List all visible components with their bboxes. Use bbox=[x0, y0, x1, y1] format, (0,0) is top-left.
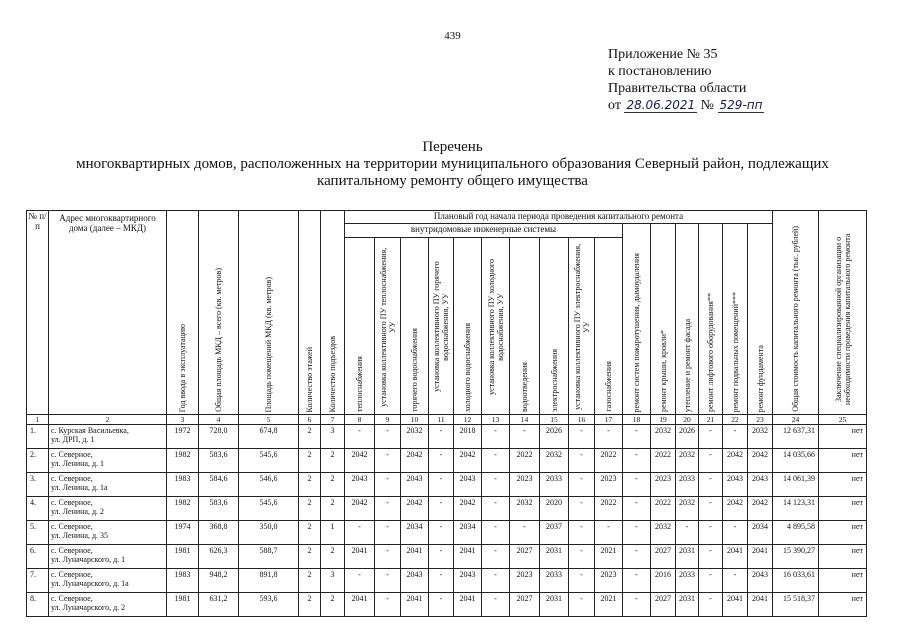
table-cell: - bbox=[482, 425, 510, 449]
column-number: 22 bbox=[723, 415, 748, 425]
table-cell: - bbox=[623, 425, 651, 449]
table-cell: 2 bbox=[299, 473, 321, 497]
column-number: 16 bbox=[569, 415, 595, 425]
table-cell: 2032 bbox=[748, 425, 773, 449]
table-cell: 2021 bbox=[595, 593, 623, 617]
table-row bbox=[27, 473, 867, 497]
header-gas: газоснабжения bbox=[595, 238, 623, 415]
table-cell: - bbox=[429, 473, 454, 497]
header-cold-water-pu: установка коллективного ПУ холодного водоснабжения, УУ bbox=[482, 238, 510, 415]
address-line-2: ул. Ленина, д. 1а bbox=[51, 483, 108, 492]
table-cell: 2041 bbox=[401, 545, 429, 569]
row-number: 7. bbox=[27, 569, 49, 593]
row-number: 2. bbox=[27, 449, 49, 473]
header-premises-area: Площадь помещений МКД (кв. метров) bbox=[239, 211, 299, 415]
table-cell: 15 390,27 bbox=[773, 545, 819, 569]
table-cell: 2020 bbox=[540, 497, 569, 521]
address-line-1: с. Северное, bbox=[51, 570, 93, 579]
table-cell: 2041 bbox=[723, 545, 748, 569]
column-number: 11 bbox=[429, 415, 454, 425]
table-cell: - bbox=[723, 569, 748, 593]
column-number: 18 bbox=[623, 415, 651, 425]
table-cell: 2027 bbox=[651, 545, 676, 569]
header-heat-pu: установка коллективного ПУ теплоснабжения, УУ bbox=[375, 238, 401, 415]
header-conclusion: Заключение специализированной организации о необходимости проведения капитального ремонта bbox=[819, 211, 867, 415]
header-cold-water: холодного водоснабжения bbox=[454, 238, 482, 415]
row-address bbox=[49, 497, 167, 521]
table-cell: 2023 bbox=[595, 473, 623, 497]
table-cell: - bbox=[569, 521, 595, 545]
row-address bbox=[49, 521, 167, 545]
table-cell: 2041 bbox=[401, 593, 429, 617]
table-cell: 588,7 bbox=[239, 545, 299, 569]
table-cell: - bbox=[699, 497, 723, 521]
table-cell: нет bbox=[819, 497, 867, 521]
table-cell: 2043 bbox=[454, 473, 482, 497]
table-cell: 2043 bbox=[401, 473, 429, 497]
table-cell: 2032 bbox=[651, 425, 676, 449]
table-cell: 2042 bbox=[401, 449, 429, 473]
table-cell: 368,8 bbox=[199, 521, 239, 545]
table-cell: 2022 bbox=[651, 497, 676, 521]
table-cell: 2033 bbox=[676, 473, 699, 497]
table-cell: - bbox=[699, 473, 723, 497]
table-cell: 728,0 bbox=[199, 425, 239, 449]
table-cell: - bbox=[510, 521, 540, 545]
table-cell: - bbox=[429, 425, 454, 449]
address-line-2: ул. Ленина, д. 35 bbox=[51, 531, 109, 540]
table-cell: - bbox=[429, 569, 454, 593]
appendix-date-line bbox=[608, 97, 764, 114]
table-cell: - bbox=[429, 497, 454, 521]
table-cell: 2043 bbox=[748, 569, 773, 593]
table-cell: нет bbox=[819, 593, 867, 617]
table-cell: 1974 bbox=[167, 521, 199, 545]
table-cell: - bbox=[623, 593, 651, 617]
column-number: 25 bbox=[819, 415, 867, 425]
table-cell: 2023 bbox=[510, 569, 540, 593]
table-cell: - bbox=[623, 521, 651, 545]
table-cell: - bbox=[569, 593, 595, 617]
table-cell: - bbox=[623, 473, 651, 497]
table-cell: 2031 bbox=[676, 593, 699, 617]
table-cell: 2022 bbox=[595, 497, 623, 521]
table-cell: 2 bbox=[299, 497, 321, 521]
row-number: 1. bbox=[27, 425, 49, 449]
table-cell: - bbox=[595, 521, 623, 545]
table-cell: 584,6 bbox=[199, 473, 239, 497]
table-row bbox=[27, 545, 867, 569]
table-cell: 12 637,31 bbox=[773, 425, 819, 449]
table-cell: 2032 bbox=[651, 521, 676, 545]
table-cell: - bbox=[375, 449, 401, 473]
appendix-line-2: к постановлению bbox=[608, 64, 712, 79]
table-cell: нет bbox=[819, 449, 867, 473]
table-cell: 2042 bbox=[454, 497, 482, 521]
table-cell: 2032 bbox=[510, 497, 540, 521]
table-cell: 545,6 bbox=[239, 497, 299, 521]
table-cell: 545,6 bbox=[239, 449, 299, 473]
table-cell: 2031 bbox=[676, 545, 699, 569]
table-cell: - bbox=[375, 569, 401, 593]
table-cell: - bbox=[595, 425, 623, 449]
table-cell: 631,2 bbox=[199, 593, 239, 617]
table-row bbox=[27, 521, 867, 545]
table-cell: 2034 bbox=[454, 521, 482, 545]
table-cell: 2041 bbox=[748, 545, 773, 569]
table-cell: 2043 bbox=[401, 569, 429, 593]
table-cell: 2 bbox=[299, 425, 321, 449]
table-cell: 1 bbox=[321, 521, 345, 545]
table-cell: - bbox=[375, 497, 401, 521]
table-cell: 2043 bbox=[345, 473, 375, 497]
table-cell: 2031 bbox=[540, 545, 569, 569]
row-address bbox=[49, 473, 167, 497]
table-cell: - bbox=[375, 521, 401, 545]
column-number-row bbox=[27, 415, 867, 425]
row-number: 8. bbox=[27, 593, 49, 617]
table-cell: 583,6 bbox=[199, 497, 239, 521]
header-roof: ремонт крыши, кровли* bbox=[651, 224, 676, 415]
table-row bbox=[27, 449, 867, 473]
column-number: 2 bbox=[49, 415, 167, 425]
table-cell: 14 061,39 bbox=[773, 473, 819, 497]
table-cell: 2041 bbox=[345, 593, 375, 617]
header-sewer: водоотведения bbox=[510, 238, 540, 415]
header-floors: Количество этажей bbox=[299, 211, 321, 415]
table-cell: - bbox=[569, 569, 595, 593]
table-cell: - bbox=[375, 425, 401, 449]
row-address bbox=[49, 569, 167, 593]
table-cell: 2023 bbox=[651, 473, 676, 497]
table-cell: 2 bbox=[321, 473, 345, 497]
table-cell: - bbox=[345, 425, 375, 449]
table-cell: - bbox=[482, 473, 510, 497]
table-cell: 2 bbox=[321, 593, 345, 617]
table-cell: 2033 bbox=[540, 569, 569, 593]
header-basement: ремонт подвальных помещений*** bbox=[723, 224, 748, 415]
column-number: 1 bbox=[27, 415, 49, 425]
table-cell: 2016 bbox=[651, 569, 676, 593]
address-line-2: ул. Луначарского, д. 1а bbox=[51, 579, 129, 588]
table-cell: 2043 bbox=[723, 473, 748, 497]
table-cell: - bbox=[723, 425, 748, 449]
table-cell: 2 bbox=[321, 449, 345, 473]
table-cell: 350,0 bbox=[239, 521, 299, 545]
table-cell: - bbox=[375, 545, 401, 569]
header-cost: Общая стоимость капитального ремонта (тыс. рублей) bbox=[773, 211, 819, 415]
table-cell: - bbox=[699, 569, 723, 593]
table-cell: 2041 bbox=[748, 593, 773, 617]
table-cell: 2026 bbox=[540, 425, 569, 449]
table-cell: 2 bbox=[299, 521, 321, 545]
table-cell: 2021 bbox=[595, 545, 623, 569]
appendix-line-1: Приложение № 35 bbox=[608, 47, 718, 62]
table-cell: - bbox=[482, 497, 510, 521]
page-number: 439 bbox=[444, 30, 461, 42]
table-cell: 2034 bbox=[748, 521, 773, 545]
column-number: 23 bbox=[748, 415, 773, 425]
table-cell: 2032 bbox=[676, 497, 699, 521]
table-cell: 2027 bbox=[510, 593, 540, 617]
header-hot-water-pu: установка коллективного ПУ горячего водоснабжения, УУ bbox=[429, 238, 454, 415]
address-line-1: с. Северное, bbox=[51, 546, 93, 555]
address-line-1: с. Курская Васильевка, bbox=[51, 426, 129, 435]
table-cell: 2033 bbox=[676, 569, 699, 593]
header-fire: ремонт систем пожаротушения, дымоудаления bbox=[623, 224, 651, 415]
address-line-1: с. Северное, bbox=[51, 522, 93, 531]
table-cell: 2023 bbox=[595, 569, 623, 593]
row-address bbox=[49, 593, 167, 617]
column-number: 19 bbox=[651, 415, 676, 425]
table-cell: 2042 bbox=[748, 449, 773, 473]
table-cell: нет bbox=[819, 473, 867, 497]
table-cell: 2043 bbox=[454, 569, 482, 593]
header-electric: электроснабжения bbox=[540, 238, 569, 415]
title-line-2: многоквартирных домов, расположенных на территории муниципального образования Северный район, подлежащих bbox=[76, 156, 829, 172]
row-number: 3. bbox=[27, 473, 49, 497]
column-number: 15 bbox=[540, 415, 569, 425]
column-number: 21 bbox=[699, 415, 723, 425]
table-cell: 2037 bbox=[540, 521, 569, 545]
table-cell: - bbox=[482, 545, 510, 569]
address-line-2: ул. Ленина, д. 2 bbox=[51, 507, 105, 516]
table-cell: 546,6 bbox=[239, 473, 299, 497]
table-cell: 2 bbox=[299, 545, 321, 569]
header-plan-group: Плановый год начала периода проведения капитального ремонта bbox=[345, 211, 773, 224]
table-cell: 2041 bbox=[345, 545, 375, 569]
table-cell: 891,8 bbox=[239, 569, 299, 593]
table-cell: 2031 bbox=[540, 593, 569, 617]
table-cell: нет bbox=[819, 425, 867, 449]
table-cell: 1982 bbox=[167, 497, 199, 521]
table-row bbox=[27, 425, 867, 449]
table-cell: 2034 bbox=[401, 521, 429, 545]
header-foundation: ремонт фундамента bbox=[748, 224, 773, 415]
table-cell: 2027 bbox=[651, 593, 676, 617]
address-line-2: ул. Ленина, д. 1 bbox=[51, 459, 105, 468]
table-cell: 2042 bbox=[401, 497, 429, 521]
table-cell: 593,6 bbox=[239, 593, 299, 617]
table-cell: - bbox=[482, 593, 510, 617]
table-cell: 2042 bbox=[748, 497, 773, 521]
address-line-2: ул. Луначарского, д. 2 bbox=[51, 603, 126, 612]
appendix-block bbox=[608, 46, 764, 114]
table-cell: 1981 bbox=[167, 593, 199, 617]
header-facade: утепление и ремонт фасада bbox=[676, 224, 699, 415]
title-line-1: Перечень bbox=[422, 139, 483, 155]
table-cell: 2042 bbox=[454, 449, 482, 473]
column-number: 7 bbox=[321, 415, 345, 425]
title-line-3: капитальному ремонту общего имущества bbox=[317, 173, 588, 189]
table-cell: 2042 bbox=[345, 497, 375, 521]
table-cell: - bbox=[345, 521, 375, 545]
column-number: 13 bbox=[482, 415, 510, 425]
table-cell: - bbox=[699, 593, 723, 617]
header-hot-water: горячего водоснабжения bbox=[401, 238, 429, 415]
header-entrances: Количество подъездов bbox=[321, 211, 345, 415]
header-lift: ремонт лифтового оборудования** bbox=[699, 224, 723, 415]
table-cell: 14 035,66 bbox=[773, 449, 819, 473]
table-cell: 2042 bbox=[345, 449, 375, 473]
table-cell: 2042 bbox=[723, 449, 748, 473]
row-number: 5. bbox=[27, 521, 49, 545]
address-line-2: ул. ДРП, д. 1 bbox=[51, 435, 95, 444]
table-cell: 1983 bbox=[167, 473, 199, 497]
column-number: 17 bbox=[595, 415, 623, 425]
table-cell: - bbox=[429, 593, 454, 617]
header-num: № п/п bbox=[27, 211, 49, 415]
table-cell: 626,3 bbox=[199, 545, 239, 569]
table-row bbox=[27, 593, 867, 617]
table-cell: 2027 bbox=[510, 545, 540, 569]
table-cell: 2 bbox=[299, 569, 321, 593]
table-cell: - bbox=[569, 449, 595, 473]
table-cell: - bbox=[429, 449, 454, 473]
column-number: 14 bbox=[510, 415, 540, 425]
column-number: 9 bbox=[375, 415, 401, 425]
row-address bbox=[49, 449, 167, 473]
table-cell: - bbox=[482, 449, 510, 473]
houses-table bbox=[26, 210, 867, 617]
table-cell: 1983 bbox=[167, 569, 199, 593]
table-cell: 2018 bbox=[454, 425, 482, 449]
table-cell: 14 123,31 bbox=[773, 497, 819, 521]
header-heat: теплоснабжения bbox=[345, 238, 375, 415]
column-number: 5 bbox=[239, 415, 299, 425]
table-cell: нет bbox=[819, 545, 867, 569]
row-number: 4. bbox=[27, 497, 49, 521]
table-cell: 2043 bbox=[748, 473, 773, 497]
table-cell: 4 895,58 bbox=[773, 521, 819, 545]
table-cell: 948,2 bbox=[199, 569, 239, 593]
address-line-1: с. Северное, bbox=[51, 450, 93, 459]
column-number: 20 bbox=[676, 415, 699, 425]
document-title bbox=[0, 139, 905, 190]
table-cell: - bbox=[429, 545, 454, 569]
table-row bbox=[27, 569, 867, 593]
table-cell: 3 bbox=[321, 425, 345, 449]
row-address bbox=[49, 545, 167, 569]
table-cell: 2 bbox=[321, 545, 345, 569]
table-cell: 2023 bbox=[510, 473, 540, 497]
table-cell: - bbox=[569, 545, 595, 569]
row-address bbox=[49, 425, 167, 449]
date-value: 28.06.2021 bbox=[626, 98, 696, 112]
table-cell: 3 bbox=[321, 569, 345, 593]
header-total-area: Общая площадь МКД – всего (кв. метров) bbox=[199, 211, 239, 415]
table-cell: 2033 bbox=[540, 473, 569, 497]
table-cell: - bbox=[676, 521, 699, 545]
table-cell: - bbox=[510, 425, 540, 449]
header-electric-pu: установка коллективного ПУ электроснабжения, УУ bbox=[569, 238, 595, 415]
row-number: 6. bbox=[27, 545, 49, 569]
column-number: 10 bbox=[401, 415, 429, 425]
table-cell: - bbox=[569, 425, 595, 449]
table-cell: 583,6 bbox=[199, 449, 239, 473]
table-cell: - bbox=[345, 569, 375, 593]
table-row bbox=[27, 497, 867, 521]
table-cell: - bbox=[623, 497, 651, 521]
table-cell: нет bbox=[819, 521, 867, 545]
table-cell: 2032 bbox=[401, 425, 429, 449]
table-cell: 2032 bbox=[676, 449, 699, 473]
table-cell: 2041 bbox=[723, 593, 748, 617]
table-cell: 2022 bbox=[651, 449, 676, 473]
number-prefix: № bbox=[700, 98, 715, 113]
table-cell: - bbox=[569, 497, 595, 521]
table-cell: - bbox=[699, 449, 723, 473]
table-cell: - bbox=[375, 593, 401, 617]
address-line-1: с. Северное, bbox=[51, 594, 93, 603]
table-cell: - bbox=[699, 545, 723, 569]
table-cell: 15 518,37 bbox=[773, 593, 819, 617]
table-cell: - bbox=[482, 521, 510, 545]
address-line-1: с. Северное, bbox=[51, 498, 93, 507]
table-cell: 2 bbox=[299, 593, 321, 617]
table-cell: - bbox=[623, 569, 651, 593]
table-cell: - bbox=[482, 569, 510, 593]
column-number: 12 bbox=[454, 415, 482, 425]
header-address: Адрес многоквартирного дома (далее – МКД) bbox=[49, 211, 167, 415]
table-cell: 16 033,61 bbox=[773, 569, 819, 593]
table-cell: 1982 bbox=[167, 449, 199, 473]
table-cell: - bbox=[623, 449, 651, 473]
column-number: 24 bbox=[773, 415, 819, 425]
column-number: 8 bbox=[345, 415, 375, 425]
address-line-2: ул. Луначарского, д. 1 bbox=[51, 555, 126, 564]
table-cell: 2022 bbox=[510, 449, 540, 473]
column-number: 4 bbox=[199, 415, 239, 425]
table-cell: 2022 bbox=[595, 449, 623, 473]
table-cell: 674,8 bbox=[239, 425, 299, 449]
column-number: 3 bbox=[167, 415, 199, 425]
header-year: Год ввода в эксплуатацию bbox=[167, 211, 199, 415]
table-cell: - bbox=[723, 521, 748, 545]
table-cell: нет bbox=[819, 569, 867, 593]
table-cell: 2041 bbox=[454, 545, 482, 569]
header-systems-group: внутридомовые инженерные системы bbox=[345, 224, 623, 238]
table-cell: - bbox=[699, 425, 723, 449]
table-cell: 2032 bbox=[540, 449, 569, 473]
table-cell: 1981 bbox=[167, 545, 199, 569]
table-cell: - bbox=[699, 521, 723, 545]
table-cell: - bbox=[429, 521, 454, 545]
table-cell: 2 bbox=[321, 497, 345, 521]
appendix-line-3: Правительства области bbox=[608, 81, 747, 96]
date-prefix: от bbox=[608, 98, 621, 113]
table-cell: - bbox=[375, 473, 401, 497]
address-line-1: с. Северное, bbox=[51, 474, 93, 483]
column-number: 6 bbox=[299, 415, 321, 425]
table-cell: - bbox=[569, 473, 595, 497]
table-cell: 2042 bbox=[723, 497, 748, 521]
table-cell: 2 bbox=[299, 449, 321, 473]
table-cell: - bbox=[623, 545, 651, 569]
table-cell: 2026 bbox=[676, 425, 699, 449]
table-cell: 1972 bbox=[167, 425, 199, 449]
table-cell: 2041 bbox=[454, 593, 482, 617]
number-value: 529-пп bbox=[719, 98, 763, 112]
